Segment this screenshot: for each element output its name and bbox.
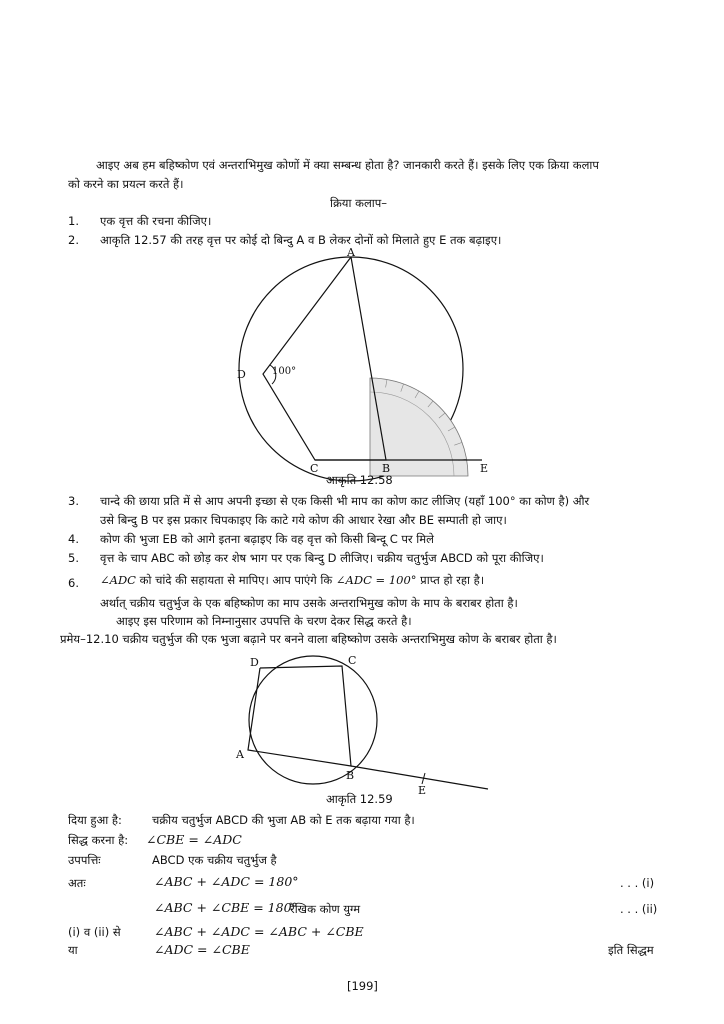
from-label: (i) व (ii) से <box>68 925 121 939</box>
equation-2-ref: . . . (ii) <box>620 902 658 916</box>
theorem-statement: प्रमेय–12.10 चक्रीय चतुर्भुज की एक भुजा बढ़ाने पर बनने वाला बहिष्कोण उसके अन्तराभिमुख कोण के बराबर होता है। <box>60 632 557 646</box>
step-2-text: आकृति 12.57 की तरह वृत्त पर कोई दो बिन्दु A व B लेकर दोनों को मिलाते हुए E तक बढ़ाइए। <box>100 233 502 247</box>
hence-label: अतः <box>68 876 86 890</box>
qed-text: इति सिद्धम <box>608 943 654 957</box>
figure-12-58 <box>230 246 500 486</box>
equation-3: ∠ABC + ∠ADC = ∠ABC + ∠CBE <box>154 924 364 939</box>
equation-2-note: रैखिक कोण युग्म <box>290 902 361 916</box>
intro-line-2: को करने का प्रयत्न करते हैं। <box>68 177 184 191</box>
step-6-text <box>100 573 484 588</box>
step-6-middle: को चांदे की सहायता से मापिए। आप पाएंगे कि <box>135 573 336 587</box>
proof-text: ABCD एक चक्रीय चतुर्भुज है <box>152 853 277 867</box>
step-1-number: 1. <box>68 214 79 228</box>
page-number: [199] <box>347 979 378 993</box>
step-6-number: 6. <box>68 576 79 590</box>
observation-2: आइए इस परिणाम को निम्नानुसार उपपत्ति के चरण देकर सिद्ध करते है। <box>116 614 412 628</box>
step-6-angle-a: ∠ADC <box>100 573 136 587</box>
step-1-text: एक वृत्त की रचना कीजिए। <box>100 214 212 228</box>
to-prove-statement: ∠CBE = ∠ADC <box>146 832 242 847</box>
equation-4: ∠ADC = ∠CBE <box>154 942 250 957</box>
step-5-number: 5. <box>68 551 79 565</box>
figure-12-59-caption: आकृति 12.59 <box>326 792 393 806</box>
fig1-label-a: A <box>347 246 355 259</box>
step-6-end: प्राप्त हो रहा है। <box>416 573 485 587</box>
figure-12-59 <box>230 648 500 798</box>
step-3-text: चान्दे की छाया प्रति में से आप अपनी इच्छा से एक किसी भी माप का कोण काट लीजिए (यहाँ 100° का कोण है) और <box>100 494 590 508</box>
given-text: चक्रीय चतुर्भुज ABCD की भुजा AB को E तक बढ़ाया गया है। <box>152 813 415 827</box>
equation-2: ∠ABC + ∠CBE = 180° <box>154 900 298 915</box>
figure-12-58-caption: आकृति 12.58 <box>326 473 393 487</box>
fig1-label-d: D <box>237 368 246 381</box>
fig2-label-a: A <box>236 748 244 761</box>
fig1-label-c: C <box>310 462 319 475</box>
given-label: दिया हुआ है: <box>68 813 122 827</box>
step-5-text: वृत्त के चाप ABC को छोड़ कर शेष भाग पर एक बिन्दु D लीजिए। चक्रीय चतुर्भुज ABCD को पूरा कीजिए। <box>100 551 544 565</box>
step-3-number: 3. <box>68 494 79 508</box>
or-label: या <box>68 943 78 957</box>
to-prove-label: सिद्ध करना है: <box>68 833 129 847</box>
fig1-label-b: B <box>382 462 391 475</box>
fig2-label-c: C <box>348 654 357 667</box>
activity-heading: क्रिया कलाप– <box>330 196 388 210</box>
step-4-text: कोण की भुजा EB को आगे इतना बढ़ाइए कि वह वृत्त को किसी बिन्दू C पर मिले <box>100 532 434 546</box>
fig1-angle-label: 100° <box>272 366 297 377</box>
intro-line-1: आइए अब हम बहिष्कोण एवं अन्तराभिमुख कोणों में क्या सम्बन्ध होता है? जानकारी करते हैं। इसके लिए एक क्रिया कलाप <box>96 158 599 172</box>
observation-1: अर्थात् चक्रीय चतुर्भुज के एक बहिष्कोण का माप उसके अन्तराभिमुख कोण के माप के बराबर होता है। <box>100 596 518 610</box>
fig2-label-e: E <box>418 784 427 797</box>
equation-1-ref: . . . (i) <box>620 876 655 890</box>
fig1-label-e: E <box>480 462 489 475</box>
step-3-text-cont: उसे बिन्दु B पर इस प्रकार चिपकाइए कि काटे गये कोण की आधार रेखा और BE सम्पाती हो जाए। <box>100 513 507 527</box>
step-4-number: 4. <box>68 532 79 546</box>
step-2-number: 2. <box>68 233 79 247</box>
proof-label: उपपत्तिः <box>68 853 101 867</box>
fig2-label-d: D <box>250 656 259 669</box>
step-6-angle-value: ∠ADC = 100° <box>335 573 417 587</box>
equation-1: ∠ABC + ∠ADC = 180° <box>154 874 299 889</box>
fig2-label-b: B <box>346 769 355 782</box>
